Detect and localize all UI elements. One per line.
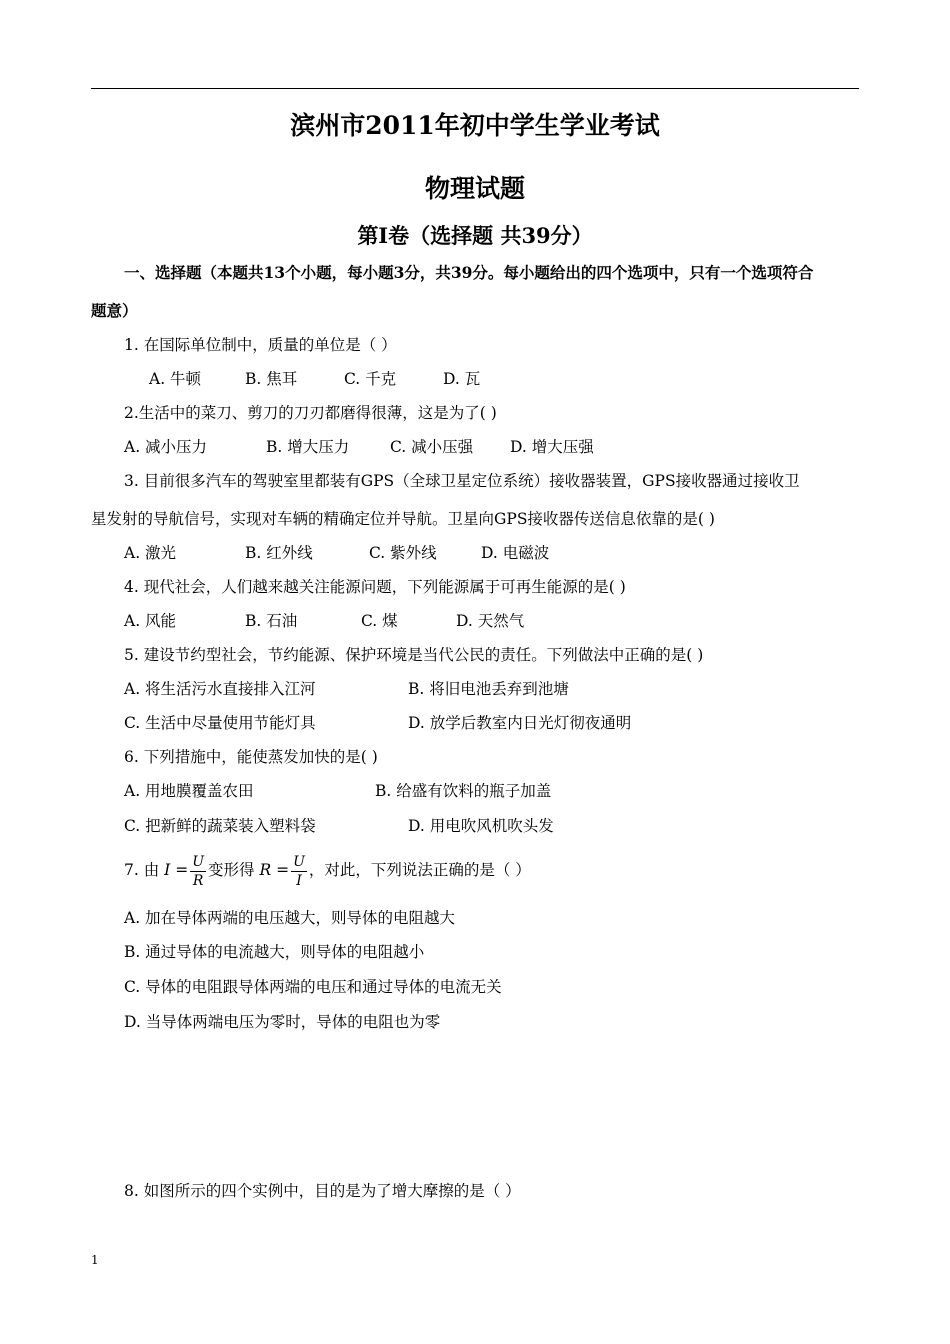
question-4-option-d: D. 天然气 bbox=[456, 612, 525, 630]
question-7-stem-prefix: 7. 由 bbox=[124, 861, 160, 879]
question-2-option-a: A. 减小压力 bbox=[124, 438, 208, 456]
question-7-stem-mid: 变形得 bbox=[208, 861, 255, 879]
exam-title: 滨州市2011年初中学生学业考试 bbox=[290, 111, 660, 140]
question-1-option-c: C. 千克 bbox=[344, 370, 397, 388]
question-3-option-b: B. 红外线 bbox=[245, 544, 313, 562]
question-6-stem: 6. 下列措施中，能使蒸发加快的是( ) bbox=[124, 748, 378, 766]
question-7-stem-suffix: ，对此，下列说法正确的是（ ） bbox=[308, 861, 531, 879]
formula-numerator: U bbox=[293, 853, 305, 870]
question-2-option-d: D. 增大压强 bbox=[510, 438, 594, 456]
section-heading: 一、选择题（本题共13个小题，每小题3分，共39分。每小题给出的四个选项中，只有一个选项符合 bbox=[124, 263, 814, 282]
page-number: 1 bbox=[91, 1253, 99, 1267]
formula-numerator: U bbox=[192, 853, 205, 870]
question-8-stem: 8. 如图所示的四个实例中，目的是为了增大摩擦的是（ ） bbox=[124, 1182, 521, 1200]
question-7-option-a: A. 加在导体两端的电压越大，则导体的电阻越大 bbox=[124, 909, 456, 927]
question-6-option-b: B. 给盛有饮料的瓶子加盖 bbox=[375, 782, 552, 800]
question-6-option-a: A. 用地膜覆盖农田 bbox=[124, 782, 254, 800]
question-2-option-b: B. 增大压力 bbox=[266, 438, 350, 456]
question-5-option-c: C. 生活中尽量使用节能灯具 bbox=[124, 714, 316, 732]
question-3-stem: 3. 目前很多汽车的驾驶室里都装有GPS（全球卫星定位系统）接收器装置，GPS接收器通过接收卫 bbox=[124, 472, 800, 490]
section-heading-continued: 题意） bbox=[91, 301, 138, 320]
question-7-option-b: B. 通过导体的电流越大，则导体的电阻越小 bbox=[124, 943, 425, 961]
question-1-stem: 1. 在国际单位制中，质量的单位是（ ） bbox=[124, 336, 397, 354]
question-7-option-c: C. 导体的电阻跟导体两端的电压和通过导体的电流无关 bbox=[124, 978, 502, 996]
question-7-stem bbox=[124, 850, 531, 890]
question-7-option-d: D. 当导体两端电压为零时，导体的电阻也为零 bbox=[124, 1013, 441, 1031]
question-3-option-a: A. 激光 bbox=[124, 544, 177, 562]
formula-fraction-resistance bbox=[291, 853, 307, 890]
question-4-option-a: A. 风能 bbox=[124, 612, 177, 630]
formula-lhs-current: I = bbox=[164, 861, 189, 879]
exam-part-title: 第Ⅰ卷（选择题 共39分） bbox=[357, 223, 593, 248]
question-5-option-a: A. 将生活污水直接排入江河 bbox=[124, 680, 316, 698]
question-6-option-d: D. 用电吹风机吹头发 bbox=[408, 817, 554, 835]
question-3-stem-continued: 星发射的导航信号，实现对车辆的精确定位并导航。卫星向GPS接收器传送信息依靠的是( ) bbox=[91, 510, 715, 528]
question-1-option-b: B. 焦耳 bbox=[245, 370, 298, 388]
question-5-stem: 5. 建设节约型社会，节约能源、保护环境是当代公民的责任。下列做法中正确的是( ) bbox=[124, 646, 704, 664]
question-3-option-d: D. 电磁波 bbox=[481, 544, 550, 562]
question-3-option-c: C. 紫外线 bbox=[369, 544, 437, 562]
question-5-option-d: D. 放学后教室内日光灯彻夜通明 bbox=[408, 714, 632, 732]
question-1-option-a: A. 牛顿 bbox=[149, 370, 202, 388]
exam-subject: 物理试题 bbox=[424, 174, 525, 203]
question-2-stem: 2.生活中的菜刀、剪刀的刀刃都磨得很薄，这是为了( ) bbox=[124, 404, 497, 422]
formula-fraction-current bbox=[190, 853, 206, 890]
question-4-stem: 4. 现代社会，人们越来越关注能源问题，下列能源属于可再生能源的是( ) bbox=[124, 578, 626, 596]
header-rule bbox=[91, 88, 859, 89]
question-4-option-b: B. 石油 bbox=[245, 612, 298, 630]
question-4-option-c: C. 煤 bbox=[361, 612, 398, 630]
question-2-option-c: C. 减小压强 bbox=[390, 438, 474, 456]
question-1-option-d: D. 瓦 bbox=[443, 370, 481, 388]
formula-denominator: I bbox=[296, 872, 302, 889]
question-5-option-b: B. 将旧电池丢弃到池塘 bbox=[408, 680, 569, 698]
question-6-option-c: C. 把新鲜的蔬菜装入塑料袋 bbox=[124, 817, 316, 835]
formula-denominator: R bbox=[192, 872, 204, 889]
formula-lhs-resistance: R = bbox=[259, 861, 290, 879]
